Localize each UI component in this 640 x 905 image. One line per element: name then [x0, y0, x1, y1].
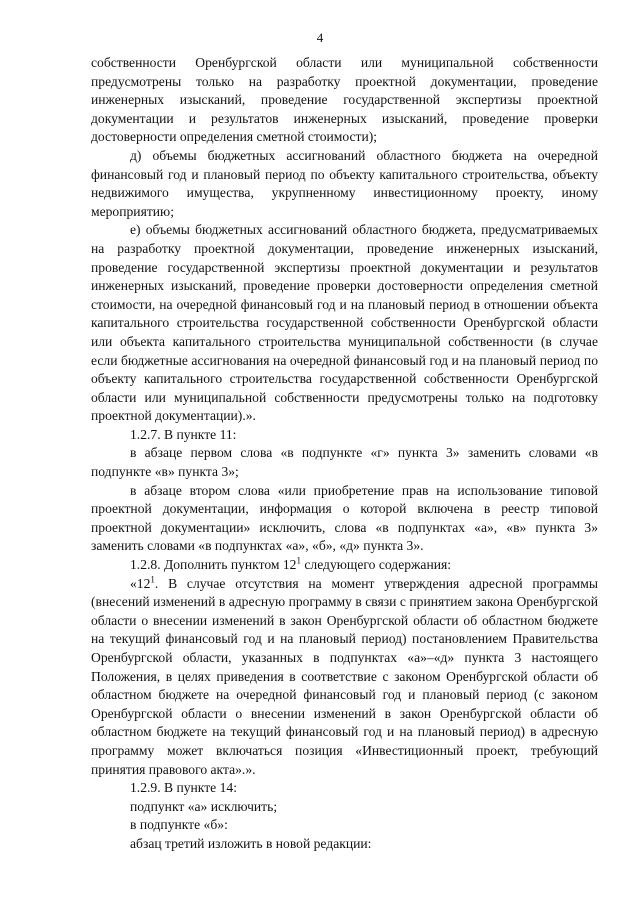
paragraph-continuation: собственности Оренбургской области или муниципальной собственности предусмотрены только на разработку проектной документации, проведение инженерных изысканий, проведение государственной экспертизы проектной документации и результатов инженерных изысканий, проведение проверки достоверности определения сметной стоимости);	[91, 55, 598, 145]
paragraph-point-12-1-before: «12	[130, 575, 151, 591]
paragraph-point-12-1	[91, 575, 598, 780]
paragraph-point-12-1-after: . В случае отсутствия на момент утверждения адресной программы (внесений изменений в адресную программу в связи с принятием закона Оренбургской области о внесении изменений в закон Оренбургской области об областном бюджете на текущий финансовый год и на плановый период) постановлением Правительства Оренбургской области, указанных в подпунктах «а»–«д» пункта 3 настоящего Положения, в целях приведения в соответствие с законом Оренбургской области об областном бюджете на очередной финансовый год и плановый период (с законом Оренбургской области о внесении изменений в закон Оренбургской области об областном бюджете на текущий финансовый год и на плановый период) в адресную программу может включаться позиция «Инвестиционный проект, требующий принятия правового акта».».	[91, 575, 598, 777]
paragraph-point-12-1-superscript: 1	[150, 574, 155, 585]
paragraph-1-2-8-before: 1.2.8. Дополнить пунктом 12	[130, 557, 297, 573]
paragraph-subpoint-a: подпункт «а» исключить;	[130, 798, 278, 814]
paragraph-item-d: д) объемы бюджетных ассигнований областного бюджета на очередной финансовый год и плановый период по объекту капитального строительства, объекту недвижимого имущества, укрупненному инвестиционному проекту, иному мероприятию;	[91, 147, 598, 219]
paragraph-first-abzac: в абзаце первом слова «в подпункте «г» пункта 3» заменить словами «в подпункте «в» пункта 3»;	[91, 445, 598, 480]
paragraph-1-2-8	[91, 556, 598, 575]
paragraph-1-2-8-superscript: 1	[296, 555, 301, 566]
paragraph-1-2-9: 1.2.9. В пункте 14:	[130, 780, 237, 796]
page-number: 4	[316, 30, 324, 45]
paragraph-1-2-7: 1.2.7. В пункте 11:	[130, 426, 237, 442]
document-body	[91, 54, 598, 854]
paragraph-item-e: е) объемы бюджетных ассигнований областного бюджета, предусматриваемых на разработку проектной документации, проведение инженерных изысканий, проведение государственной экспертизы проектной документации и результатов инженерных изысканий, проведение проверки достоверности определения сметной стоимости, на очередной финансовый год и на плановый период в отношении объекта капитального строительства государственной собственности Оренбургской области или объекта капитального строительства муниципальной собственности (в случае если бюджетные ассигнования на очередной финансовый год и на плановый период по объекту капитального строительства государственной собственности Оренбургской области или муниципальной собственности предусмотрены только на подготовку проектной документации).».	[91, 222, 598, 424]
paragraph-1-2-8-after: следующего содержания:	[300, 557, 452, 573]
paragraph-subpoint-b: в подпункте «б»:	[130, 817, 228, 833]
paragraph-third-abzac: абзац третий изложить в новой редакции:	[130, 835, 372, 851]
paragraph-second-abzac: в абзаце втором слова «или приобретение прав на использование типовой проектной документации, информация о которой включена в реестр типовой проектной документации» исключить, слова «в подпунктах «а», «в» пункта 3» заменить словами «в подпунктах «а», «б», «д» пункта 3».	[91, 482, 598, 554]
